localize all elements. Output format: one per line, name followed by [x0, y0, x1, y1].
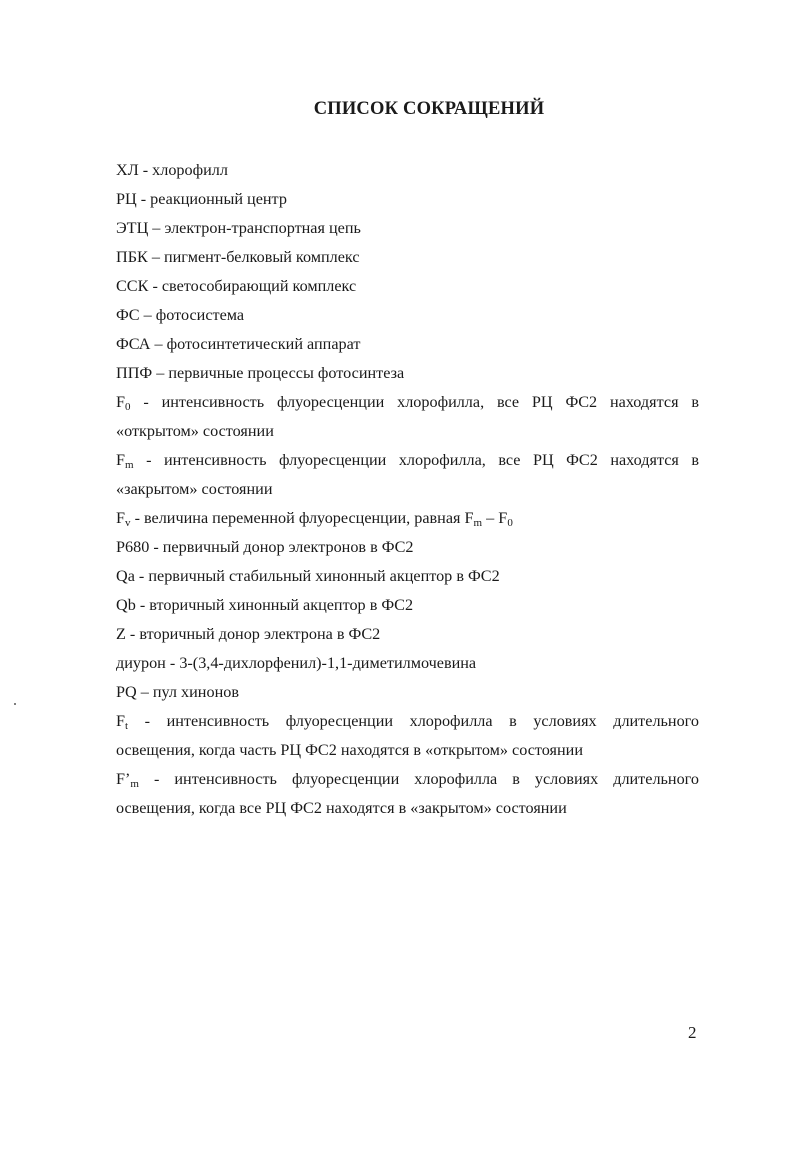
definition: - величина переменной флуоресценции, равная [130, 509, 465, 527]
scan-speck [14, 703, 16, 705]
abbr-qa: Qa - первичный стабильный хинонный акцептор в ФС2 [116, 567, 500, 585]
abbr-rc: РЦ - реакционный центр [116, 190, 287, 208]
definition: - интенсивность флуоресценции хлорофилла в условиях длительного [138, 770, 699, 788]
page-title: СПИСОК СОКРАЩЕНИЙ [313, 99, 545, 119]
subscript: m [125, 459, 134, 471]
symbol: F [116, 451, 126, 469]
abbr-diuron: диурон - 3-(3,4-дихлорфенил)-1,1-диметилмочевина [116, 654, 477, 672]
subscript: 0 [125, 401, 131, 413]
abbr-fm-line2: «закрытом» состоянии [116, 480, 273, 498]
abbreviation-list [116, 156, 699, 823]
abbr-ft-line2: освещения, когда часть РЦ ФС2 находятся в «открытом» состоянии [116, 741, 583, 759]
abbr-xl: ХЛ - хлорофилл [116, 161, 228, 179]
abbr-fv [116, 504, 699, 533]
definition: - интенсивность флуоресценции хлорофилла, все РЦ ФС2 находятся в [130, 393, 699, 411]
page-number: 2 [688, 1023, 697, 1042]
minus: – [482, 509, 499, 527]
abbr-fpm-line1 [116, 765, 699, 794]
abbr-qb: Qb - вторичный хинонный акцептор в ФС2 [116, 596, 414, 614]
abbr-f0-line1 [116, 388, 699, 417]
subscript: t [125, 720, 129, 732]
abbr-fm-line1 [116, 446, 699, 475]
subscript: 0 [507, 517, 513, 529]
symbol: F [498, 509, 508, 527]
symbol: F [116, 393, 126, 411]
abbr-etc: ЭТЦ – электрон-транспортная цепь [116, 219, 361, 237]
abbr-fsa: ФСА – фотосинтетический аппарат [116, 335, 361, 353]
abbr-ssk: ССК - светособирающий комплекс [116, 277, 357, 295]
abbr-ppf: ППФ – первичные процессы фотосинтеза [116, 364, 405, 382]
abbr-pbk: ПБК – пигмент-белковый комплекс [116, 248, 360, 266]
definition: - интенсивность флуоресценции хлорофилла в условиях длительного [128, 712, 699, 730]
symbol: F’ [116, 770, 131, 788]
abbr-f0-line2: «открытом» состоянии [116, 422, 274, 440]
symbol: F [116, 712, 126, 730]
subscript: v [125, 517, 131, 529]
definition: - интенсивность флуоресценции хлорофилла, все РЦ ФС2 находятся в [133, 451, 699, 469]
abbr-pq: PQ – пул хинонов [116, 683, 239, 701]
symbol: F [116, 509, 126, 527]
abbr-fs: ФС – фотосистема [116, 306, 245, 324]
subscript: m [130, 778, 139, 790]
abbr-ft-line1 [116, 707, 699, 736]
symbol: F [464, 509, 474, 527]
abbr-z: Z - вторичный донор электрона в ФС2 [116, 625, 381, 643]
abbr-fpm-line2: освещения, когда все РЦ ФС2 находятся в «закрытом» состоянии [116, 799, 567, 817]
subscript: m [473, 517, 483, 529]
abbr-p680: Р680 - первичный донор электронов в ФС2 [116, 538, 414, 556]
